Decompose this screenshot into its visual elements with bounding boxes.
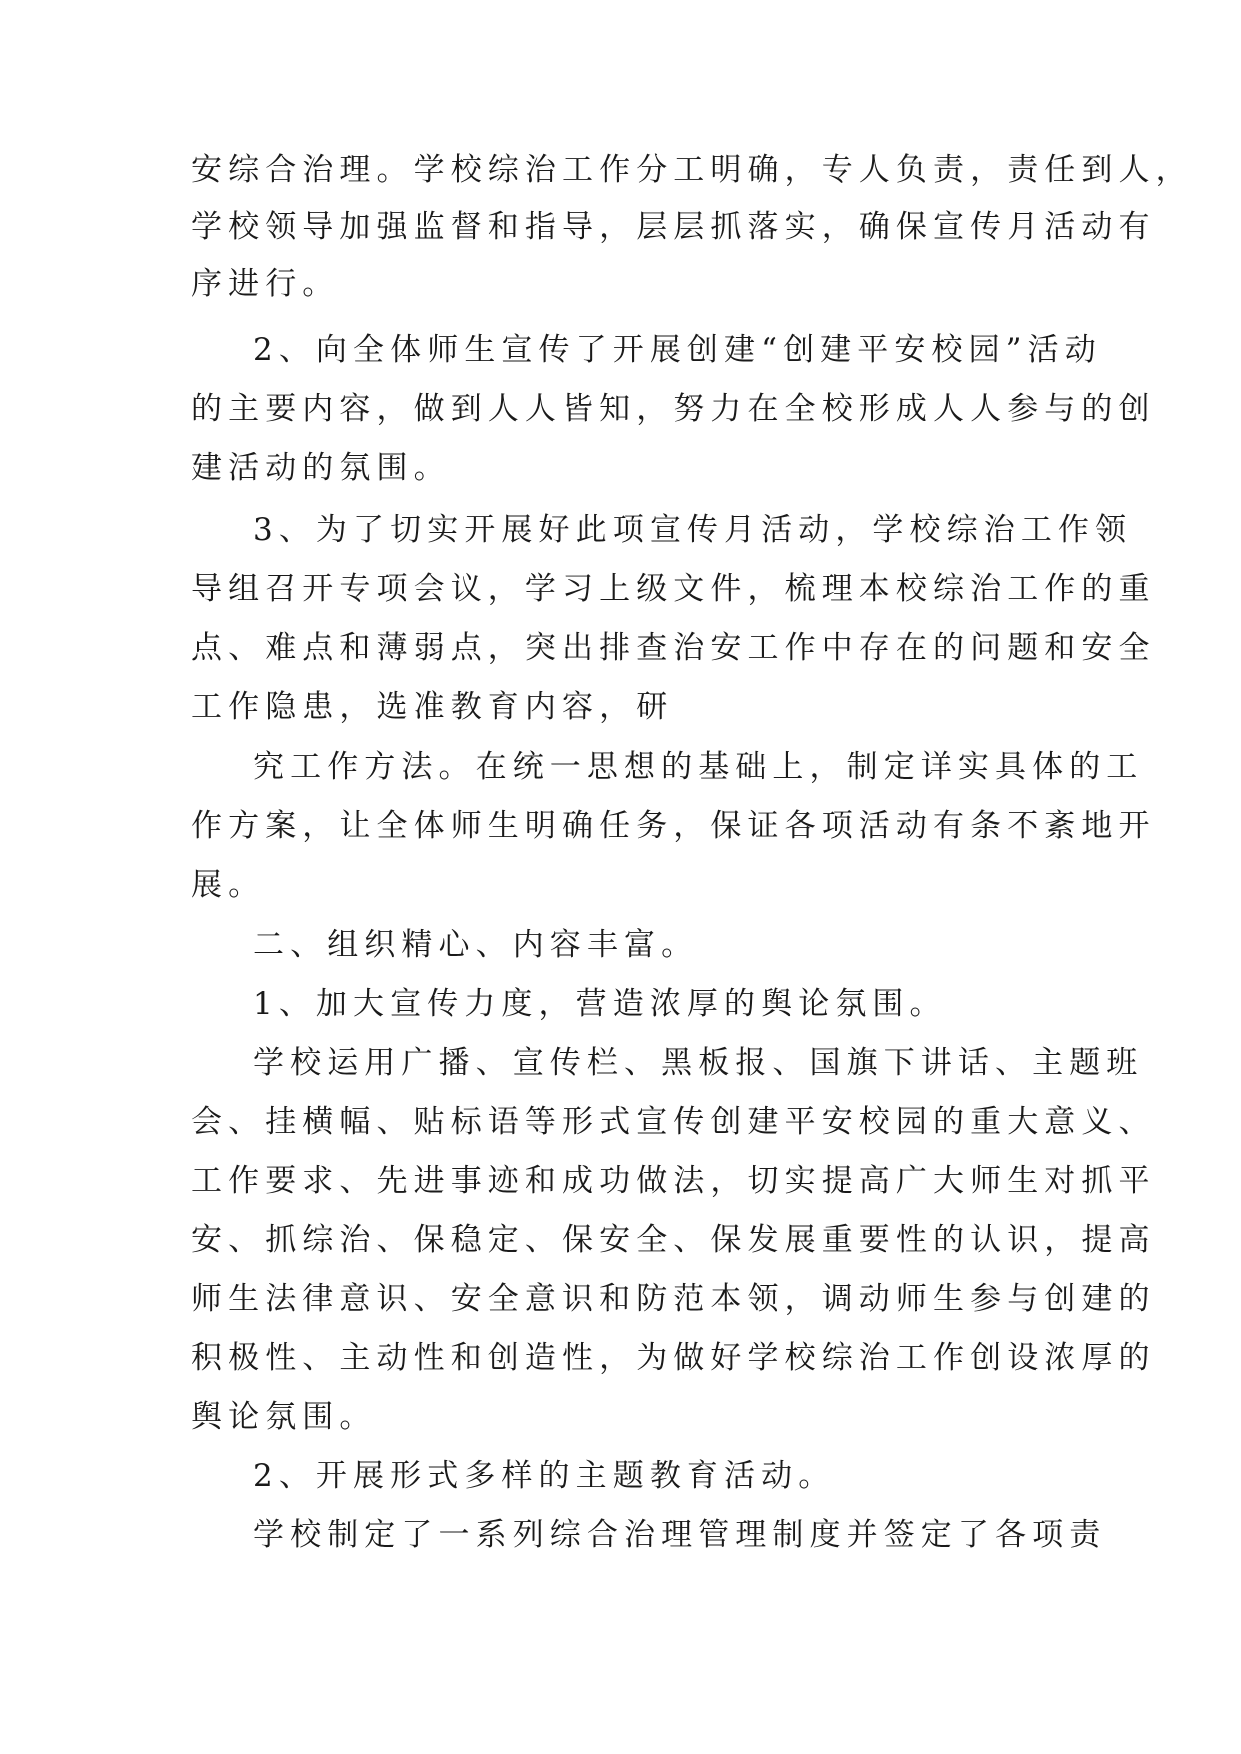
text-line: 学校领导加强监督和指导，层层抓落实，确保宣传月活动有 — [191, 209, 1156, 245]
text-line: 导组召开专项会议，学习上级文件，梳理本校综治工作的重 — [191, 571, 1156, 607]
text-line: 积极性、主动性和创造性，为做好学校综治工作创设浓厚的 — [191, 1340, 1156, 1376]
text-line: 建活动的氛围。 — [191, 450, 451, 486]
text-line: 舆论氛围。 — [191, 1399, 377, 1435]
text-line: 的主要内容，做到人人皆知，努力在全校形成人人参与的创 — [191, 391, 1156, 427]
text-line: 工作隐患，选准教育内容，研 — [191, 689, 674, 725]
subsection-heading: 2、开展形式多样的主题教育活动。 — [253, 1458, 836, 1494]
text-line: 会、挂横幅、贴标语等形式宣传创建平安校园的重大意义、 — [191, 1104, 1156, 1140]
subsection-heading: 1、加大宣传力度，营造浓厚的舆论氛围。 — [253, 986, 947, 1022]
text-line: 2、向全体师生宣传了开展创建“创建平安校园”活动 — [253, 332, 1102, 368]
text-line: 学校制定了一系列综合治理管理制度并签定了各项责 — [253, 1517, 1107, 1553]
text-line: 工作要求、先进事迹和成功做法，切实提高广大师生对抓平 — [191, 1163, 1156, 1199]
text-line: 展。 — [191, 867, 266, 903]
text-line: 3、为了切实开展好此项宣传月活动，学校综治工作领 — [253, 512, 1133, 548]
text-line: 安、抓综治、保稳定、保安全、保发展重要性的认识，提高 — [191, 1222, 1156, 1258]
text-line: 作方案，让全体师生明确任务，保证各项活动有条不紊地开 — [191, 808, 1156, 844]
section-heading: 二、组织精心、内容丰富。 — [253, 927, 699, 963]
text-line: 学校运用广播、宣传栏、黑板报、国旗下讲话、主题班 — [253, 1045, 1144, 1081]
text-line: 究工作方法。在统一思想的基础上，制定详实具体的工 — [253, 749, 1144, 785]
text-line: 安综合治理。学校综治工作分工明确，专人负责，责任到人， — [191, 152, 1193, 188]
text-line: 师生法律意识、安全意识和防范本领，调动师生参与创建的 — [191, 1281, 1156, 1317]
text-line: 序进行。 — [191, 266, 340, 302]
text-line: 点、难点和薄弱点，突出排查治安工作中存在的问题和安全 — [191, 630, 1156, 666]
